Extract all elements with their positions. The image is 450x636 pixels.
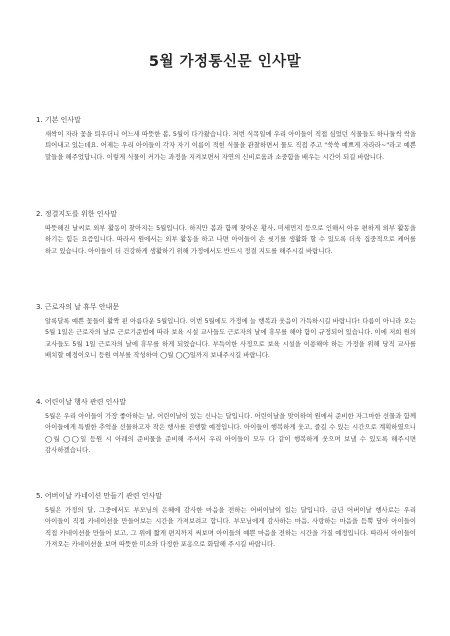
section-body: 5월은 우리 아이들이 가장 좋아하는 날, 어린이날이 있는 신나는 달입니다. 어린이날을 맞이하여 원에서 준비한 자그마한 선물과 함께 아이들에게 특별한 추억을 선물하고자 작은 행사를 진행할 예정입니다. 아이들이 행복하게 웃고, 즐길 수 있는 시간으로 계획하였으니 ◯월 ◯◯일 등원 시 아래의 준비물을 준비해 주셔서 우리 아이들이 모두 다 같이 행복하게 웃으며 보낼 수 있도록 해주시면 감사하겠습니다.: [45, 412, 416, 454]
section-body: 새싹이 자라 꽃을 틔우더니 어느새 따뜻한 봄, 5월이 다가왔습니다. 저번 식목일에 우리 아이들이 직접 심었던 식물들도 하나둘씩 싹을 틔어내고 있는데요. 어제는 우리 아이들이 각자 자기 이름이 적힌 식물을 관찰하면서 물도 직접 주고 "쑥쑥 예쁘게 자라라~"라고 예쁜 말들을 해주었답니다. 이렇게 식물이 커가는 과정을 지켜보면서 자연의 신비로움과 소중함을 배우는 시간이 되길 바랍니다.: [45, 130, 416, 161]
section-childrens-day-greeting: [36, 398, 416, 456]
section-hygiene-greeting: [36, 210, 416, 257]
section-basic-greeting: [36, 116, 416, 163]
section-heading: 5. 어버이날 카네이션 만들기 관련 인사말: [36, 492, 162, 500]
section-body: 알록달록 예쁜 꽃들이 활짝 핀 아름다운 5월입니다. 이번 5월에도 가정에 늘 행복과 웃음이 가득하시길 바랍니다! 다름이 아니라 오는 5월 1일은 근로자의 날로 근로기준법에 따라 보육 시설 교사들도 근로자의 날에 휴무를 해야 함이 규정되어 있습니다. 이에 저희 원의 교사들도 5월 1일 근로자의 날에 휴무를 하게 되었습니다. 부득이한 사정으로 보육 시설을 이용해야 하는 가정을 위해 당직 교사를 배치할 예정이오니 등원 여부를 작성하여 ◯월 ◯◯일까지 보내주시길 바랍니다.: [45, 317, 416, 359]
section-labor-day-notice: [36, 303, 416, 361]
section-parents-day-greeting: [36, 492, 416, 550]
document-title: 5월 가정통신문 인사말: [148, 54, 302, 70]
section-body: 따뜻해진 날씨로 외부 활동이 찾아지는 5월입니다. 하지만 봄과 함께 찾아온 황사, 미세먼지 등으로 인해서 아유 편하게 외부 활동을 하기는 힘든 요즘입니다. 따라서 원에서는 외부 활동을 하고 나면 아이들이 손 씻기를 생활화 할 수 있도록 더욱 집중적으로 케어를 하고 있습니다. 아이들이 더 건강하게 생활하기 위해 가정에서도 반드시 정결 지도를 해주시길 바랍니다.: [45, 224, 416, 255]
section-body: 5월은 가정의 달, 그중에서도 부모님의 은혜에 감사한 마음을 전하는 어버이날이 있는 달입니다. 금년 어버이날 행사로는 우리 아이들이 직접 카네이션을 만들어보는 시간을 가져보려고 합니다. 부모님에게 감사하는 마음, 사랑하는 마음을 듬뿍 담아 아이들이 직접 카네이션을 만들어 보고, 그 위에 짧게 편지까지 써보며 아이들의 예쁜 마음을 전하는 시간을 가질 예정입니다. 따라서 아이들이 가져오는 카네이션을 보며 따뜻한 미소와 다정한 포옹으로 화답해 주시길 바랍니다.: [45, 506, 416, 548]
section-heading: 4. 어린이날 행사 관련 인사말: [36, 398, 126, 406]
section-heading: 1. 기본 인사말: [36, 116, 81, 124]
section-heading: 2. 정결지도를 위한 인사말: [36, 210, 117, 218]
section-heading: 3. 근로자의 날 휴무 안내문: [36, 303, 120, 311]
